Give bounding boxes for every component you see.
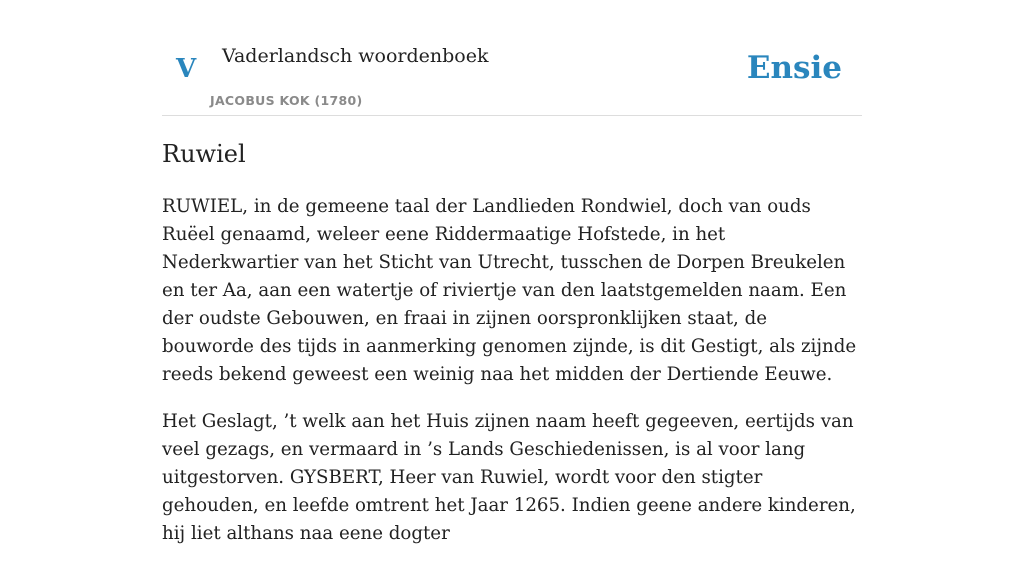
entry-body [162,193,862,567]
book-header [162,0,862,116]
book-title-link[interactable]: Vaderlandsch woordenboek [222,45,489,67]
page [162,0,862,544]
brand-logo-link[interactable]: Ensie [746,50,842,86]
entry-paragraph-1: RUWIEL, in de gemeene taal der Landlieden Rondwiel, doch van ouds Ruëel genaamd, weleer eene Riddermaatige Hofstede, in het Nederkwartier van het Sticht van Utrecht, tusschen de Dorpen Breukelen en ter Aa, aan een watertje of riviertje van den laatstgemelden naam. Een der oudste Gebouwen, en fraai in zijnen oorspronklijken staat, de bouworde des tijds in aanmerking genomen zijnde, is dit Gestigt, als zijnde reeds bekend geweest een weinig naa het midden der Dertiende Eeuwe. [162,196,857,385]
entry-title: Ruwiel [162,140,246,168]
book-letter-icon[interactable]: V [176,54,197,84]
entry-paragraph-2: Het Geslagt, ’t welk aan het Huis zijnen naam heeft gegeeven, eertijds van veel gezags, en vermaard in ’s Lands Geschiedenissen, is al voor lang uitgestorven. GYSBERT, Heer van Ruwiel, wordt voor den stigter gehouden, en leefde omtrent het Jaar 1265. Indien geene andere kinderen, hij liet althans naa eene dogter [162,411,856,544]
book-author: JACOBUS KOK (1780) [210,93,363,108]
